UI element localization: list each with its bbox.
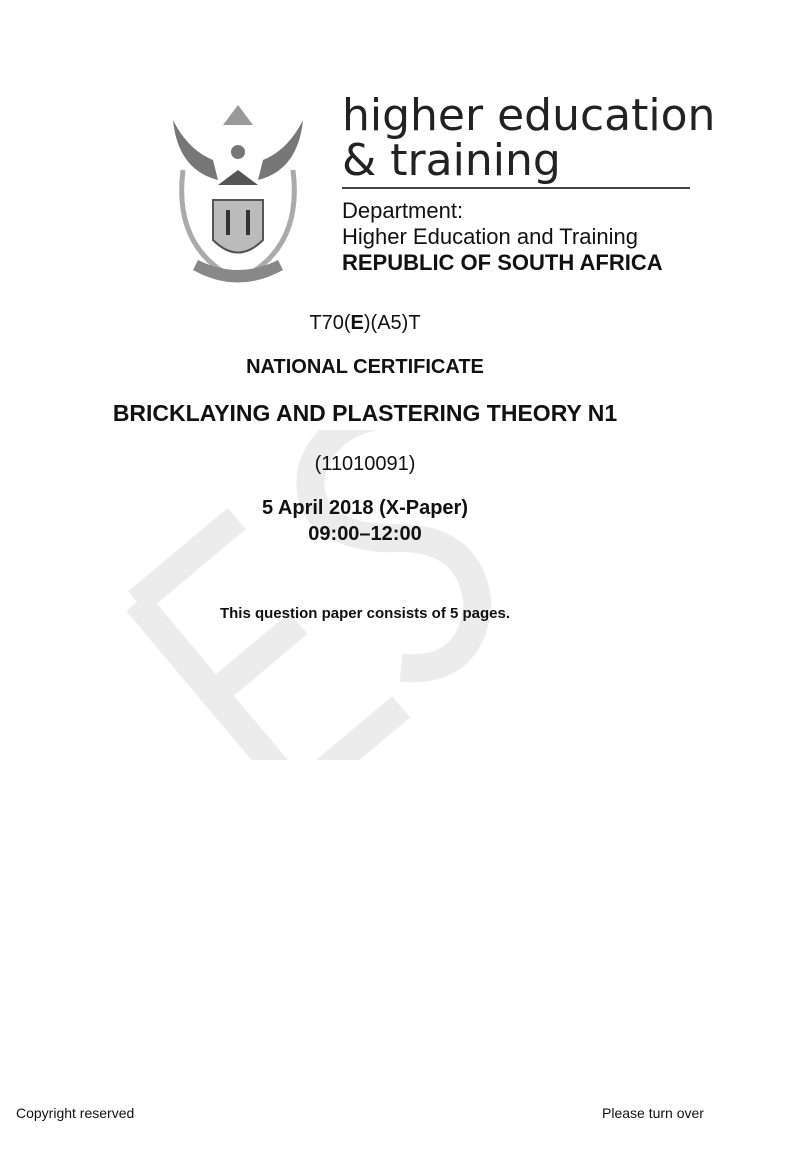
certificate-title: NATIONAL CERTIFICATE [246,356,484,378]
logo-line-2: & training [342,135,561,186]
footer-turn-over: Please turn over [602,1105,704,1121]
code-language: E [350,312,364,334]
code-suffix: )(A5)T [363,312,421,334]
exam-date: 5 April 2018 (X-Paper) [261,497,468,519]
subject-code: (11010091) [314,453,416,475]
paper-code [0,312,730,335]
department-label: Department: [342,198,464,223]
exam-time: 09:00–12:00 [308,523,422,545]
country-name: REPUBLIC OF SOUTH AFRICA [342,250,663,275]
code-prefix: T70( [309,312,351,334]
pages-note: This question paper consists of 5 pages. [219,605,511,622]
watermark-graphic [120,430,560,760]
subject-title: BRICKLAYING AND PLASTERING THEORY N1 [112,400,618,426]
department-name: Higher Education and Training [342,224,638,249]
footer-copyright: Copyright reserved [16,1105,135,1121]
coat-of-arms-logo [168,100,308,290]
logo-divider [342,187,690,189]
logo-line-1: higher education [342,90,716,141]
